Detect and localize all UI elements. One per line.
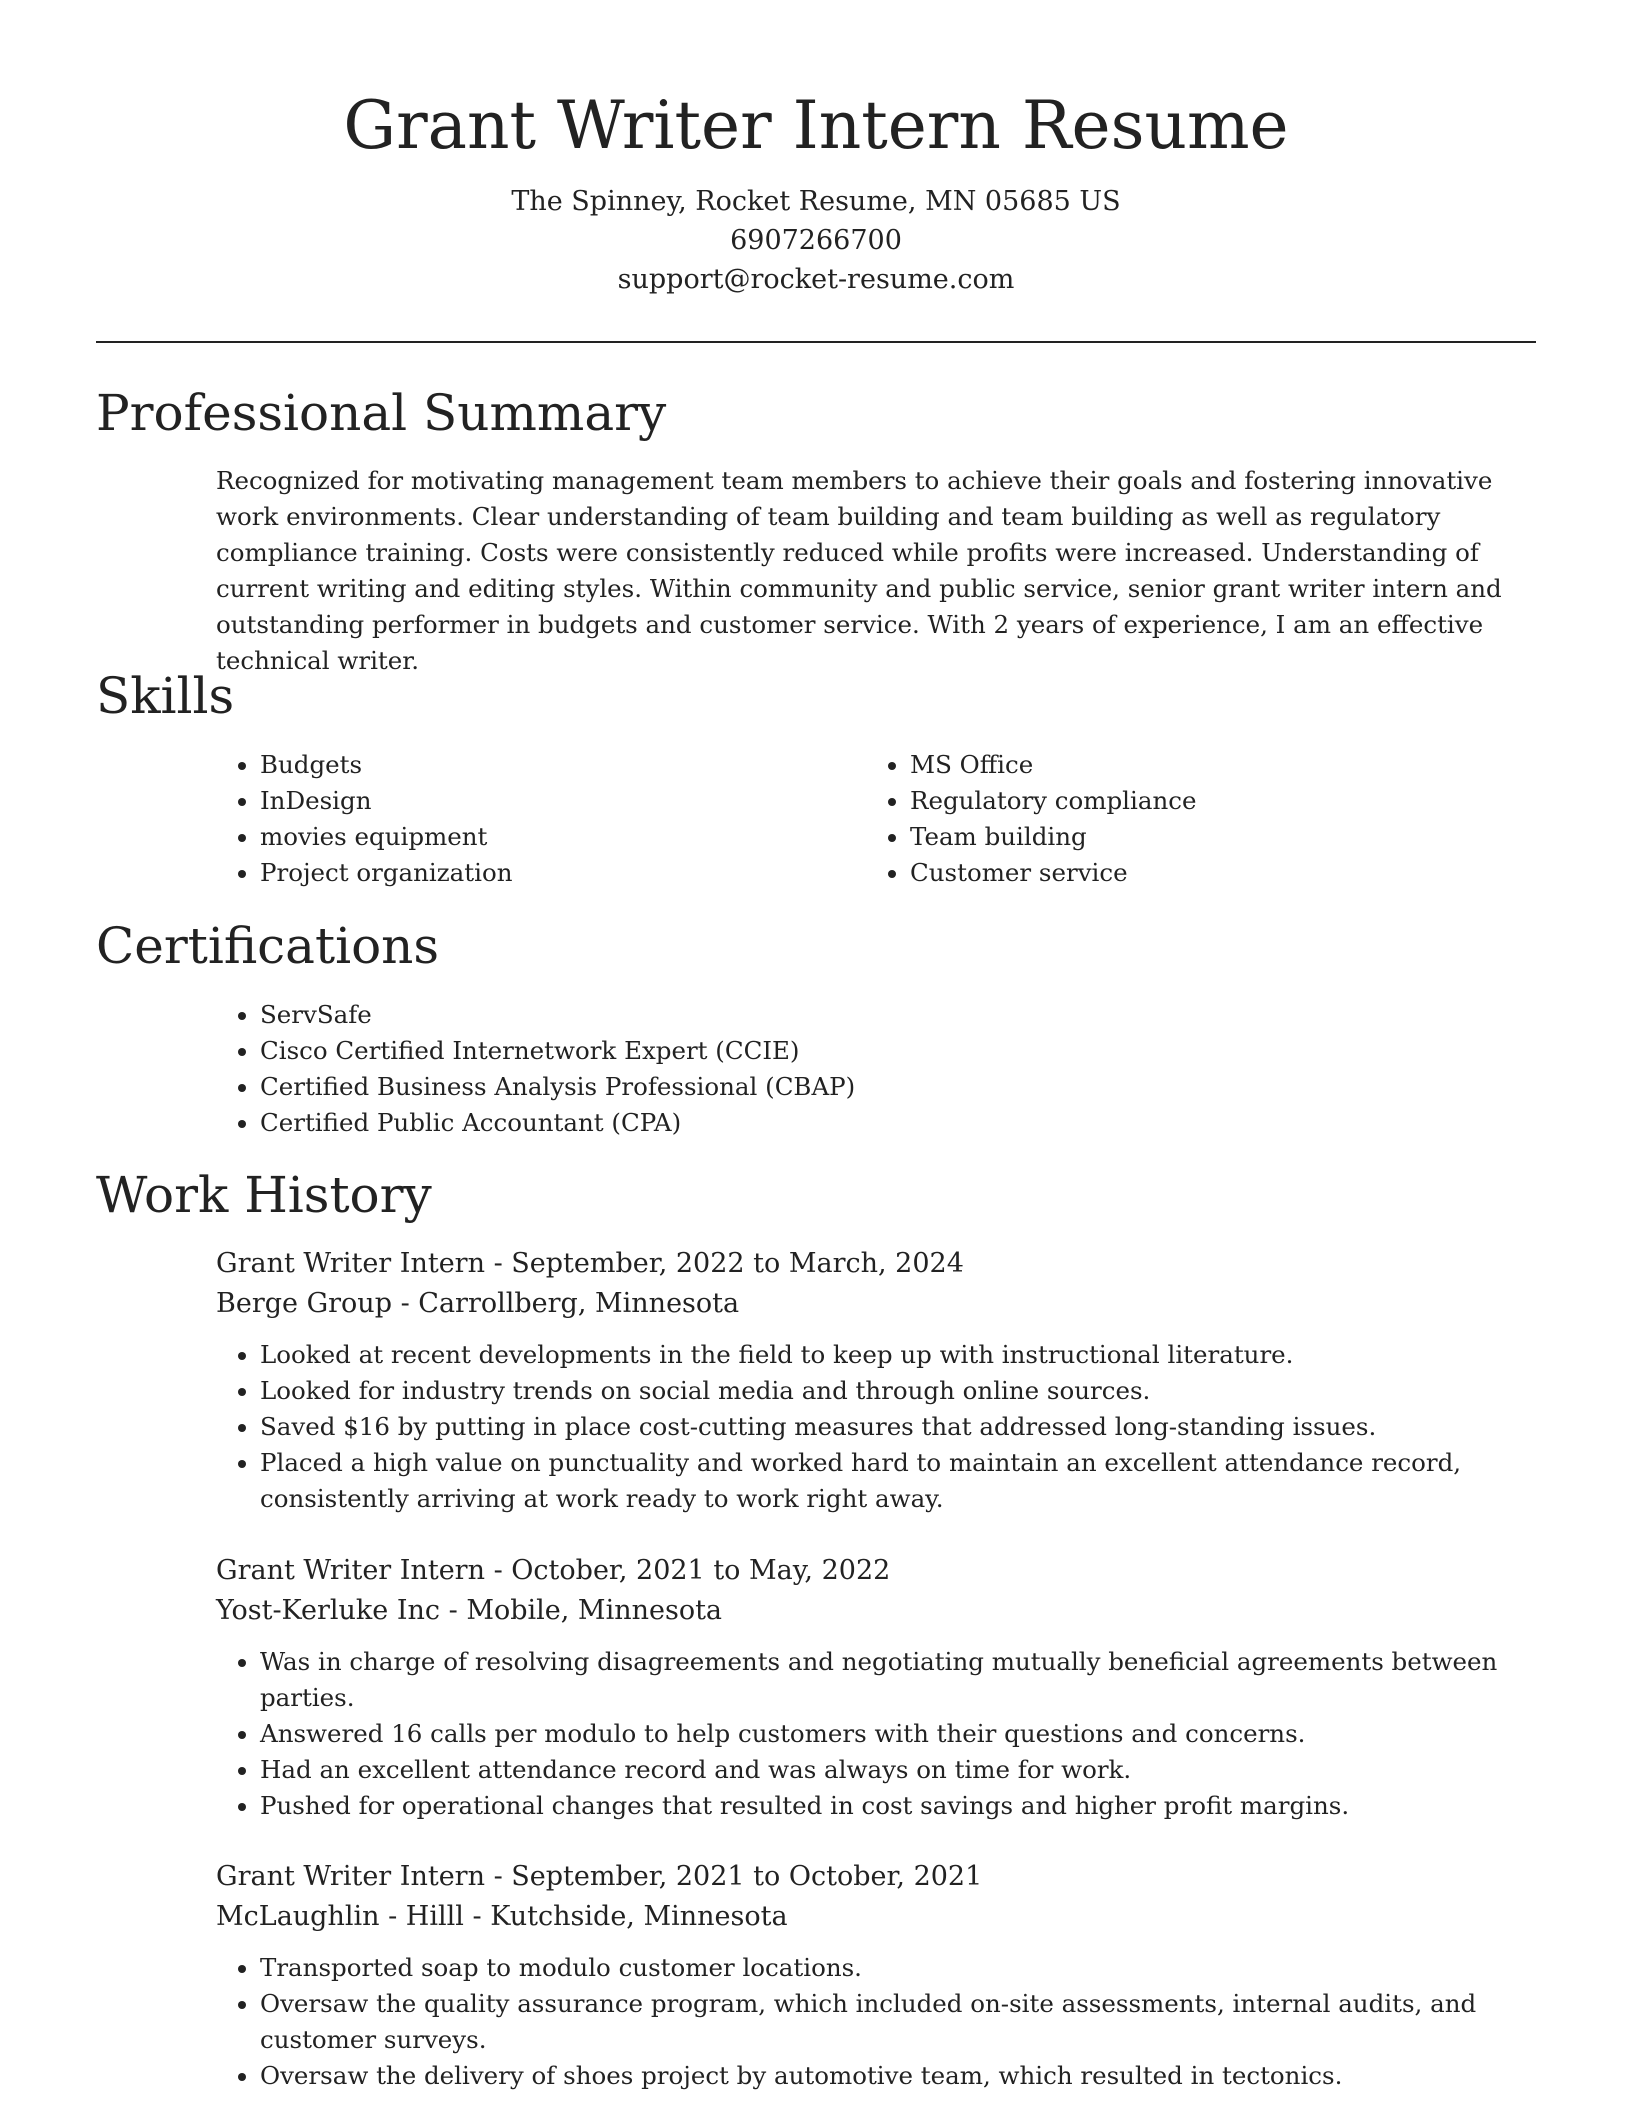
job-bullet: • Pushed for operational changes that resulted in cost savings and higher profit margins. bbox=[260, 1788, 1546, 1824]
job-dates: September, 2021 to October, 2021 bbox=[511, 1861, 983, 1892]
job-separator: - bbox=[493, 1861, 512, 1892]
certification-item: • ServSafe bbox=[260, 997, 1516, 1033]
skill-item: • MS Office bbox=[910, 747, 1506, 783]
job-bullet: • Saved $16 by putting in place cost-cutting measures that addressed long-standing issues. bbox=[260, 1409, 1546, 1445]
job-company: Berge Group bbox=[216, 1288, 392, 1319]
job-title-line bbox=[216, 1551, 1546, 1591]
skills-heading: Skills bbox=[96, 667, 235, 725]
job-company: Yost-Kerluke Inc bbox=[216, 1595, 441, 1626]
header-divider bbox=[96, 341, 1536, 343]
job-location: Mobile, Minnesota bbox=[466, 1595, 723, 1626]
skill-item: • Team building bbox=[910, 819, 1506, 855]
job-title-line bbox=[216, 1857, 1546, 1897]
certifications-heading: Certifications bbox=[96, 917, 440, 975]
job-bullet: • Oversaw the delivery of shoes project by automotive team, which resulted in tectonics. bbox=[260, 2058, 1546, 2094]
job-company: McLaughlin - Hilll bbox=[216, 1901, 464, 1932]
job-bullet: • Looked at recent developments in the field to keep up with instructional literature. bbox=[260, 1337, 1546, 1373]
certification-item: • Cisco Certified Internetwork Expert (CCIE) bbox=[260, 1033, 1516, 1069]
job-dates: September, 2022 to March, 2024 bbox=[511, 1248, 964, 1279]
job-separator: - bbox=[493, 1248, 512, 1279]
skill-item: • Project organization bbox=[260, 855, 816, 891]
job-entry bbox=[216, 1551, 1546, 1824]
job-bullet: • Placed a high value on punctuality and worked hard to maintain an excellent attendance record, consistently arriving at work ready to work right away. bbox=[260, 1445, 1546, 1517]
skills-column-right bbox=[866, 747, 1506, 891]
summary-heading: Professional Summary bbox=[96, 384, 667, 442]
job-company-line bbox=[216, 1284, 1546, 1324]
skill-item: • Customer service bbox=[910, 855, 1506, 891]
skill-item: • Regulatory compliance bbox=[910, 783, 1506, 819]
job-bullet: • Was in charge of resolving disagreements and negotiating mutually beneficial agreements between parties. bbox=[260, 1644, 1546, 1716]
job-bullet: • Oversaw the quality assurance program, which included on-site assessments, internal audits, and customer surveys. bbox=[260, 1986, 1546, 2058]
job-separator: - bbox=[400, 1288, 419, 1319]
job-separator: - bbox=[472, 1901, 491, 1932]
job-bullet: • Looked for industry trends on social media and through online sources. bbox=[260, 1373, 1546, 1409]
job-title: Grant Writer Intern bbox=[216, 1861, 485, 1892]
page-title: Grant Writer Intern Resume bbox=[343, 87, 1289, 164]
job-location: Kutchside, Minnesota bbox=[490, 1901, 788, 1932]
certification-item: • Certified Business Analysis Professional (CBAP) bbox=[260, 1069, 1516, 1105]
skill-item: • movies equipment bbox=[260, 819, 816, 855]
job-entry bbox=[216, 1244, 1546, 1517]
skill-item: • InDesign bbox=[260, 783, 816, 819]
job-company-line bbox=[216, 1897, 1546, 1937]
certifications-list bbox=[216, 997, 1516, 1141]
summary-text: Recognized for motivating management team members to achieve their goals and fostering innovative work environments. Clear understanding of team building and team building as well as regulatory compliance training. Costs were consistently reduced while profits were increased. Understanding of current writing and editing styles. Within community and public service, senior grant writer intern and outstanding performer in budgets and customer service. With 2 years of experience, I am an effective technical writer. bbox=[216, 466, 1502, 675]
job-title: Grant Writer Intern bbox=[216, 1555, 485, 1586]
job-title: Grant Writer Intern bbox=[216, 1248, 485, 1279]
job-title-line bbox=[216, 1244, 1546, 1284]
job-separator: - bbox=[448, 1595, 467, 1626]
job-company-line bbox=[216, 1591, 1546, 1631]
work-history-heading: Work History bbox=[96, 1166, 432, 1224]
job-entry bbox=[216, 1857, 1546, 2094]
resume-header bbox=[0, 80, 1632, 299]
job-dates: October, 2021 to May, 2022 bbox=[511, 1555, 891, 1586]
certification-item: • Certified Public Accountant (CPA) bbox=[260, 1105, 1516, 1141]
job-bullet: • Had an excellent attendance record and was always on time for work. bbox=[260, 1752, 1546, 1788]
skills-column-left bbox=[216, 747, 816, 891]
job-location: Carrollberg, Minnesota bbox=[418, 1288, 740, 1319]
contact-address: The Spinney, Rocket Resume, MN 05685 US bbox=[511, 186, 1121, 217]
job-bullet: • Answered 16 calls per modulo to help customers with their questions and concerns. bbox=[260, 1716, 1546, 1752]
skill-item: • Budgets bbox=[260, 747, 816, 783]
contact-phone: 6907266700 bbox=[730, 225, 902, 256]
job-separator: - bbox=[493, 1555, 512, 1586]
contact-email: support@rocket-resume.com bbox=[617, 264, 1015, 295]
job-bullet: • Transported soap to modulo customer locations. bbox=[260, 1950, 1546, 1986]
